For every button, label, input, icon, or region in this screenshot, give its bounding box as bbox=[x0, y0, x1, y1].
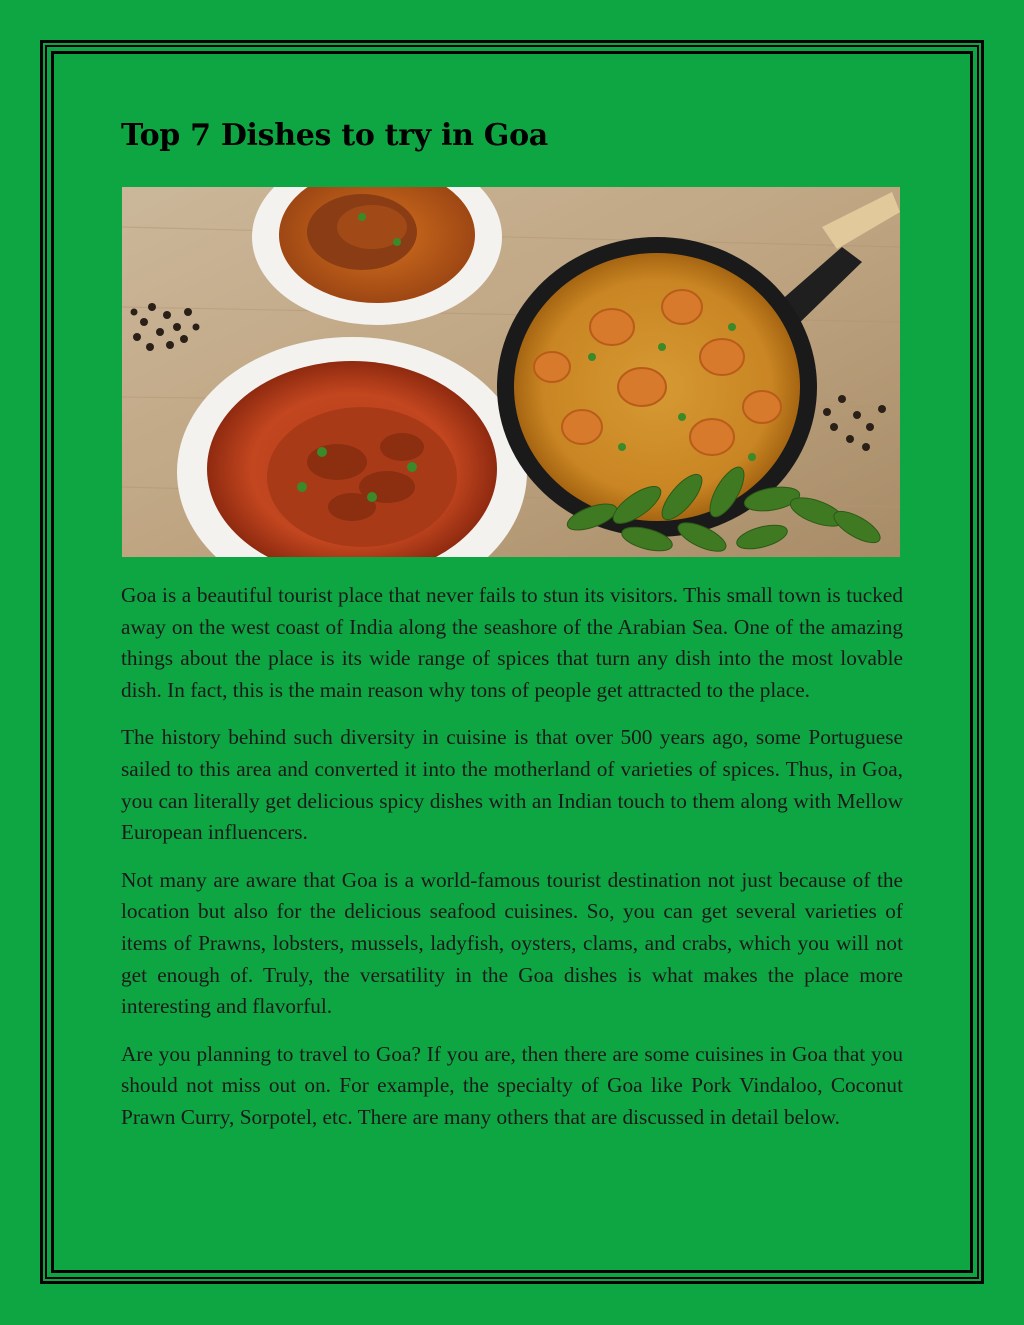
article-body bbox=[121, 580, 903, 1150]
hero-food-image bbox=[122, 187, 900, 557]
paragraph: Goa is a beautiful tourist place that never fails to stun its visitors. This small town is tucked away on the west coast of India along the seashore of the Arabian Sea. One of the amazing things about the place is its wide range of spices that turn any dish into the most lovable dish. In fact, this is the main reason why tons of people get attracted to the place. bbox=[121, 583, 903, 702]
paragraph: Not many are aware that Goa is a world-famous tourist destination not just because of the location but also for the delicious seafood cuisines. So, you can get several varieties of items of Prawns, lobsters, mussels, ladyfish, oysters, clams, and crabs, which you will not get enough of. Truly, the versatility in the Goa dishes is what makes the place more interesting and flavorful. bbox=[121, 867, 903, 1019]
page-title: Top 7 Dishes to try in Goa bbox=[121, 118, 548, 153]
paragraph: The history behind such diversity in cuisine is that over 500 years ago, some Portuguese sailed to this area and converted it into the motherland of varieties of spices. Thus, in Goa, you can literally get delicious spicy dishes with an Indian touch to them along with Mellow European influencers. bbox=[121, 725, 903, 845]
paragraph: Are you planning to travel to Goa? If you are, then there are some cuisines in Goa that you should not miss out on. For example, the specialty of Goa like Pork Vindaloo, Coconut Prawn Curry, Sorpotel, etc. There are many others that are discussed in detail below. bbox=[121, 1041, 903, 1129]
